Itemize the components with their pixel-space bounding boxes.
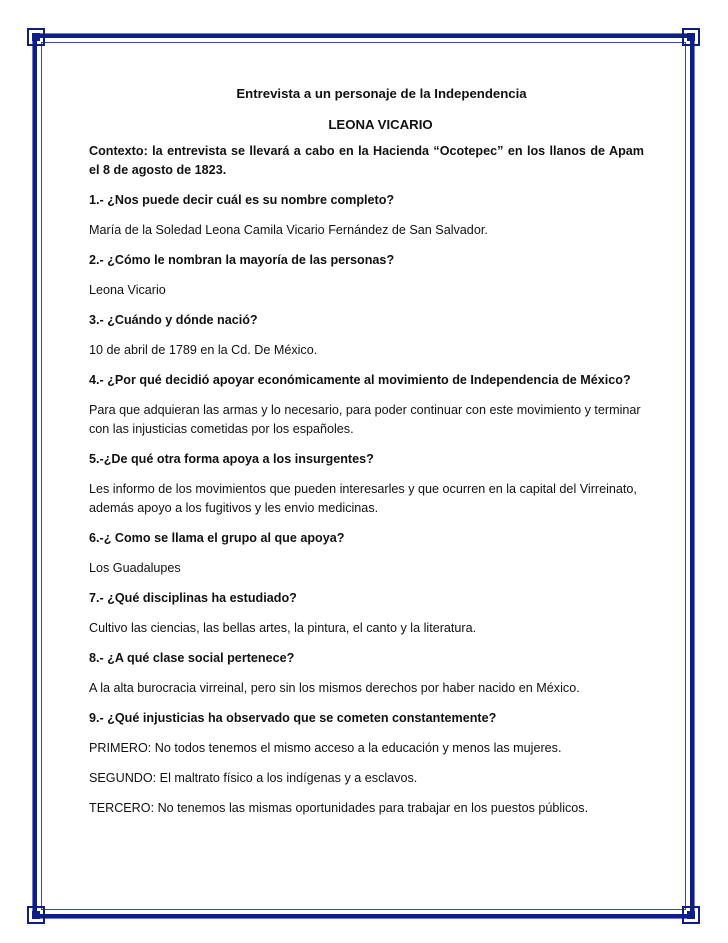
corner-ornament-icon [27, 906, 45, 924]
corner-ornament-icon [682, 28, 700, 46]
question-2: 2.- ¿Cómo le nombran la mayoría de las personas? [89, 253, 395, 267]
document-title: Entrevista a un personaje de la Independencia [236, 86, 527, 101]
answer-9-primero: PRIMERO: No todos tenemos el mismo acceso a la educación y menos las mujeres. [89, 741, 562, 755]
question-6: 6.-¿ Como se llama el grupo al que apoya? [89, 531, 345, 545]
answer-9-tercero: TERCERO: No tenemos las mismas oportunidades para trabajar en los puestos públicos. [89, 801, 589, 815]
answer-4: Para que adquieran las armas y lo necesario, para poder continuar con este movimiento y terminar con las injusticias cometidas por los españoles. [89, 403, 641, 436]
answer-6: Los Guadalupes [89, 561, 181, 575]
context-paragraph: Contexto: la entrevista se llevará a cabo en la Hacienda “Ocotepec” en los llanos de Apam el 8 de agosto de 1823. [89, 144, 644, 177]
question-3: 3.- ¿Cuándo y dónde nació? [89, 313, 258, 327]
question-8: 8.- ¿A qué clase social pertenece? [89, 651, 295, 665]
corner-ornament-icon [682, 906, 700, 924]
answer-8: A la alta burocracia virreinal, pero sin los mismos derechos por haber nacido en México. [89, 681, 580, 695]
document-subtitle: LEONA VICARIO [328, 117, 433, 132]
question-9: 9.- ¿Qué injusticias ha observado que se cometen constantemente? [89, 711, 497, 725]
question-7: 7.- ¿Qué disciplinas ha estudiado? [89, 591, 297, 605]
answer-7: Cultivo las ciencias, las bellas artes, la pintura, el canto y la literatura. [89, 621, 477, 635]
question-5: 5.-¿De qué otra forma apoya a los insurgentes? [89, 452, 374, 466]
answer-9-segundo: SEGUNDO: El maltrato físico a los indígenas y a esclavos. [89, 771, 418, 785]
corner-ornament-icon [27, 28, 45, 46]
answer-2: Leona Vicario [89, 283, 166, 297]
answer-3: 10 de abril de 1789 en la Cd. De México. [89, 343, 318, 357]
answer-5: Les informo de los movimientos que pueden interesarles y que ocurren en la capital del Virreinato, además apoyo a los fugitivos y les envio medicinas. [89, 482, 637, 515]
question-4: 4.- ¿Por qué decidió apoyar económicamente al movimiento de Independencia de México? [89, 373, 631, 387]
question-1: 1.- ¿Nos puede decir cuál es su nombre completo? [89, 193, 395, 207]
answer-1: María de la Soledad Leona Camila Vicario Fernández de San Salvador. [89, 223, 488, 237]
document-body [89, 84, 644, 829]
